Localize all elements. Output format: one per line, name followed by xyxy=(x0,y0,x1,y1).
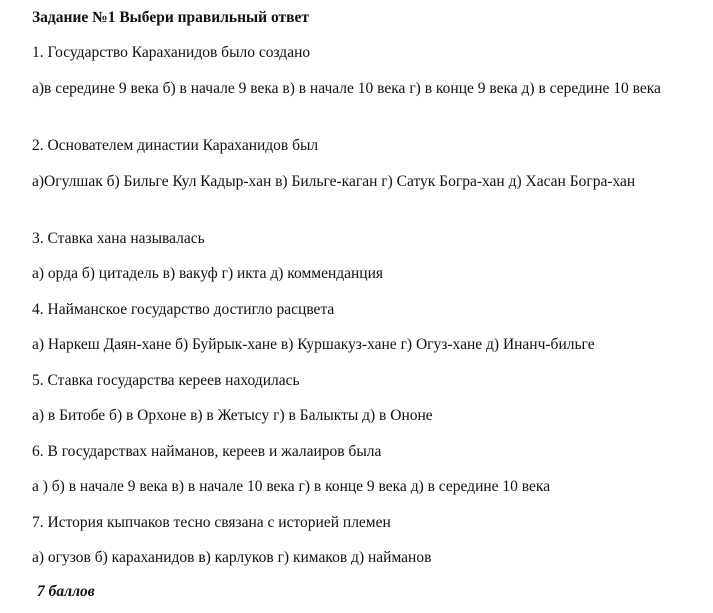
answers-3: а) орда б) цитадель в) вакуф г) икта д) комменданция xyxy=(32,265,384,282)
question-2: 2. Основателем династии Караханидов был xyxy=(32,137,319,154)
answers-6: а ) б) в начале 9 века в) в начале 10 века г) в конце 9 века д) в середине 10 века xyxy=(32,478,551,495)
answers-2: а)Огулшак б) Бильге Кул Кадыр-хан в) Бильге-каган г) Сатук Богра-хан д) Хасан Богра-хан xyxy=(32,173,636,190)
answers-4: а) Наркеш Даян-хане б) Буйрык-хане в) Куршакуз-хане г) Огуз-хане д) Инанч-бильге xyxy=(32,336,595,353)
score-footer: 7 баллов xyxy=(37,583,95,600)
answers-1: а)в середине 9 века б) в начале 9 века в) в начале 10 века г) в конце 9 века д) в середине 10 века xyxy=(32,80,661,97)
answers-5: а) в Битобе б) в Орхоне в) в Жетысу г) в Балыкты д) в Ононе xyxy=(32,407,433,424)
answers-7: а) огузов б) караханидов в) карлуков г) кимаков д) найманов xyxy=(32,549,432,566)
question-6: 6. В государствах найманов, кереев и жалаиров была xyxy=(32,443,382,460)
question-1: 1. Государство Караханидов было создано xyxy=(32,44,311,61)
question-4: 4. Найманское государство достигло расцвета xyxy=(32,301,335,318)
question-7: 7. История кыпчаков тесно связана с историей племен xyxy=(32,514,391,531)
task-title: Задание №1 Выбери правильный ответ xyxy=(32,9,309,26)
question-3: 3. Ставка хана называлась xyxy=(32,230,205,247)
question-5: 5. Ставка государства кереев находилась xyxy=(32,372,300,389)
